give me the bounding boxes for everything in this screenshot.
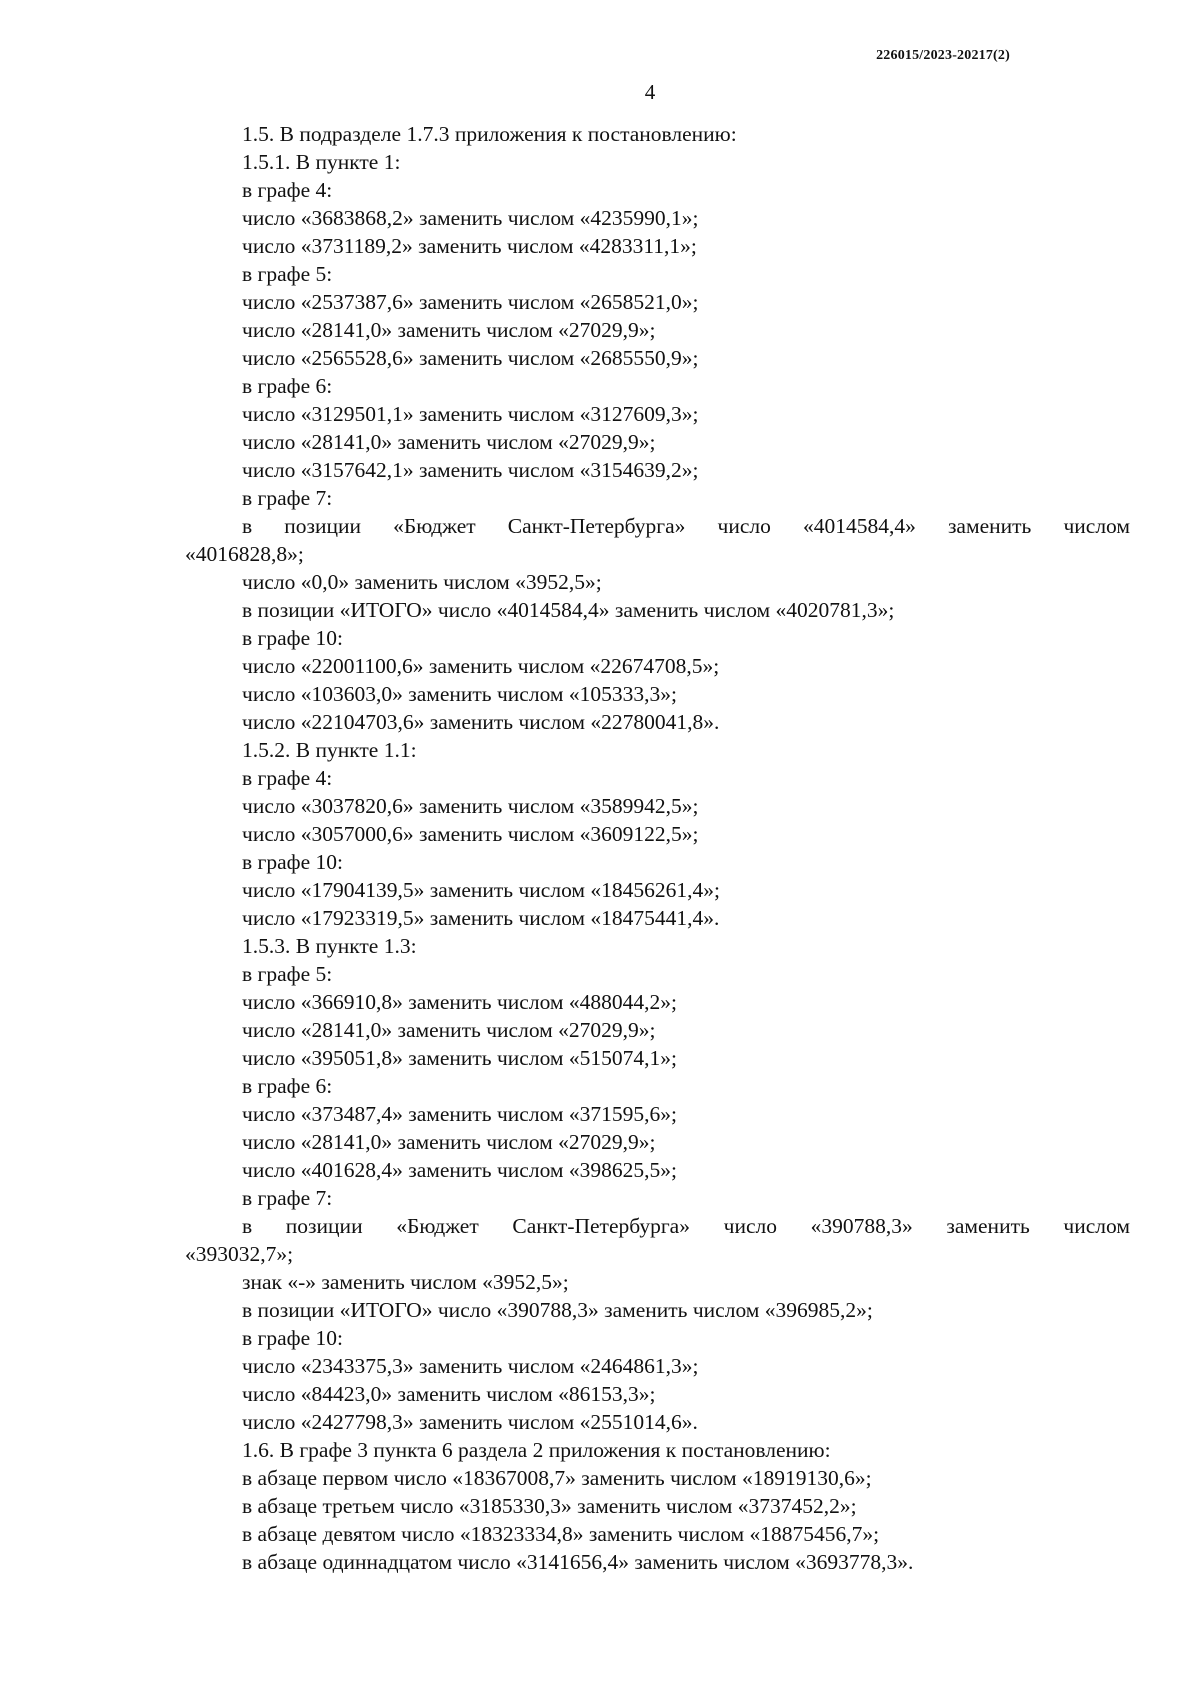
replacement-line: число «17904139,5» заменить числом «18456261,4»; [242, 878, 720, 902]
subsection-heading: 1.5.2. В пункте 1.1: [242, 738, 417, 762]
replacement-line: число «3057000,6» заменить числом «3609122,5»; [242, 822, 699, 846]
replacement-line: число «2427798,3» заменить числом «2551014,6». [242, 1410, 698, 1434]
column-heading: в графе 10: [242, 626, 343, 650]
replacement-line: число «28141,0» заменить числом «27029,9»; [242, 1130, 656, 1154]
column-heading: в графе 4: [242, 766, 333, 790]
replacement-line: число «22104703,6» заменить числом «22780041,8». [242, 710, 720, 734]
word: позиции [284, 514, 362, 538]
replacement-line: число «28141,0» заменить числом «27029,9»; [242, 430, 656, 454]
column-heading: в графе 4: [242, 178, 333, 202]
subsection-heading: 1.5.1. В пункте 1: [242, 150, 401, 174]
word: «4014584,4» [802, 514, 916, 538]
word: в [242, 1214, 253, 1238]
replacement-line: число «3683868,2» заменить числом «4235990,1»; [242, 206, 699, 230]
replacement-line: число «3037820,6» заменить числом «3589942,5»; [242, 794, 699, 818]
replacement-line: число «3157642,1» заменить числом «3154639,2»; [242, 458, 699, 482]
replacement-line: число «401628,4» заменить числом «398625,5»; [242, 1158, 677, 1182]
word: «Бюджет [393, 514, 476, 538]
replacement-line: число «17923319,5» заменить числом «18475441,4». [242, 906, 720, 930]
word: «Бюджет [396, 1214, 479, 1238]
replacement-line: знак «-» заменить числом «3952,5»; [242, 1270, 569, 1294]
replacement-line: число «395051,8» заменить числом «515074,1»; [242, 1046, 677, 1070]
column-heading: в графе 6: [242, 374, 333, 398]
column-heading: в графе 10: [242, 1326, 343, 1350]
column-heading: в графе 5: [242, 962, 333, 986]
column-heading: в графе 10: [242, 850, 343, 874]
continuation-line: «393032,7»; [185, 1242, 294, 1266]
word: в [242, 514, 253, 538]
replacement-line: число «2343375,3» заменить числом «2464861,3»; [242, 1354, 699, 1378]
word: числом [1063, 1214, 1130, 1238]
replacement-line: число «22001100,6» заменить числом «22674708,5»; [242, 654, 720, 678]
word: Санкт-Петербурга» [512, 1214, 690, 1238]
word: «390788,3» [810, 1214, 913, 1238]
word: заменить [946, 1214, 1030, 1238]
replacement-line: число «84423,0» заменить числом «86153,3»; [242, 1382, 656, 1406]
replacement-line: в абзаце первом число «18367008,7» заменить числом «18919130,6»; [242, 1466, 872, 1490]
replacement-line: число «28141,0» заменить числом «27029,9»; [242, 1018, 656, 1042]
column-heading: в графе 7: [242, 1186, 333, 1210]
replacement-line: число «3129501,1» заменить числом «3127609,3»; [242, 402, 699, 426]
subsection-heading: 1.5.3. В пункте 1.3: [242, 934, 417, 958]
replacement-line: в абзаце девятом число «18323334,8» заменить числом «18875456,7»; [242, 1522, 880, 1546]
replacement-line: число «366910,8» заменить числом «488044,2»; [242, 990, 677, 1014]
word: числом [1063, 514, 1130, 538]
replacement-line: в позиции «ИТОГО» число «390788,3» заменить числом «396985,2»; [242, 1298, 873, 1322]
replacement-line: в абзаце третьем число «3185330,3» заменить числом «3737452,2»; [242, 1494, 857, 1518]
word: позиции [285, 1214, 363, 1238]
replacement-line: в абзаце одиннадцатом число «3141656,4» заменить числом «3693778,3». [242, 1550, 914, 1574]
word: число [717, 514, 771, 538]
section-heading: 1.6. В графе 3 пункта 6 раздела 2 приложения к постановлению: [242, 1438, 831, 1462]
replacement-line: в позиции «ИТОГО» число «4014584,4» заменить числом «4020781,3»; [242, 598, 895, 622]
replacement-line: число «2537387,6» заменить числом «2658521,0»; [242, 290, 699, 314]
replacement-line: число «28141,0» заменить числом «27029,9»; [242, 318, 656, 342]
document-body [185, 120, 1130, 1576]
page-number: 4 [644, 80, 656, 104]
column-heading: в графе 7: [242, 486, 333, 510]
replacement-line: число «0,0» заменить числом «3952,5»; [242, 570, 602, 594]
column-heading: в графе 5: [242, 262, 333, 286]
replacement-line: число «3731189,2» заменить числом «4283311,1»; [242, 234, 697, 258]
column-heading: в графе 6: [242, 1074, 333, 1098]
word: заменить [947, 514, 1032, 538]
justified-line [185, 1212, 1130, 1240]
replacement-line: число «2565528,6» заменить числом «2685550,9»; [242, 346, 699, 370]
continuation-line: «4016828,8»; [185, 542, 304, 566]
replacement-line: число «373487,4» заменить числом «371595,6»; [242, 1102, 677, 1126]
word: число [723, 1214, 777, 1238]
section-heading: 1.5. В подразделе 1.7.3 приложения к постановлению: [242, 122, 737, 146]
replacement-line: число «103603,0» заменить числом «105333,3»; [242, 682, 677, 706]
document-number: 226015/2023-20217(2) [876, 48, 1010, 63]
word: Санкт-Петербурга» [507, 514, 686, 538]
justified-line [185, 512, 1130, 540]
